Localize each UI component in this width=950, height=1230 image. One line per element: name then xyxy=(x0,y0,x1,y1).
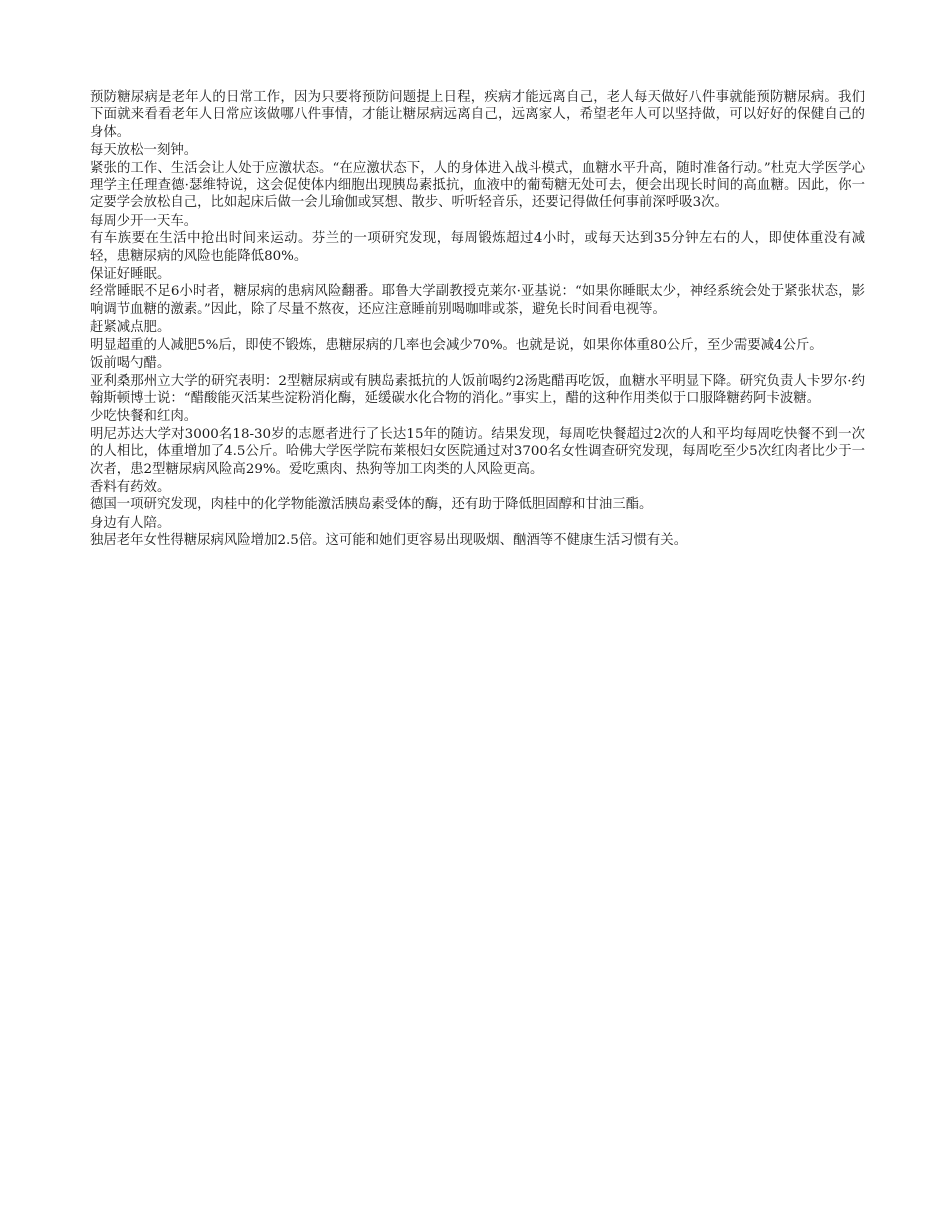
article-body xyxy=(90,89,865,550)
section-title-spices: 香料有药效。 xyxy=(90,479,171,495)
section-body-sleep: 经常睡眠不足6小时者，糖尿病的患病风险翻番。耶鲁大学副教授克莱尔·亚基说：“如果你睡眠太少，神经系统会处于紧张状态，影响调节血糖的激素。”因此，除了尽量不熬夜，还应注意睡前别喝咖啡或茶，避免长时间看电视等。 xyxy=(90,284,865,317)
section-title-lose-weight: 赶紧减点肥。 xyxy=(90,320,171,336)
section-body-drive-less: 有车族要在生活中抢出时间来运动。芬兰的一项研究发现，每周锻炼超过4小时，或每天达到35分钟左右的人，即使体重没有减轻，患糖尿病的风险也能降低80%。 xyxy=(90,231,865,264)
section-title-fast-food: 少吃快餐和红肉。 xyxy=(90,409,198,425)
section-body-vinegar: 亚利桑那州立大学的研究表明：2型糖尿病或有胰岛素抵抗的人饭前喝约2汤匙醋再吃饭，血糖水平明显下降。研究负责人卡罗尔·约翰斯顿博士说：“醋酸能灭活某些淀粉消化酶，延缓碳水化合物的消化。”事实上，醋的这种作用类似于口服降糖药阿卡波糖。 xyxy=(90,373,865,406)
section-body-company: 独居老年女性得糖尿病风险增加2.5倍。这可能和她们更容易出现吸烟、酗酒等不健康生活习惯有关。 xyxy=(90,533,688,549)
section-body-spices: 德国一项研究发现，肉桂中的化学物能激活胰岛素受体的酶，还有助于降低胆固醇和甘油三酯。 xyxy=(90,497,653,513)
intro-paragraph: 预防糖尿病是老年人的日常工作，因为只要将预防问题提上日程，疾病才能远离自己，老人每天做好八件事就能预防糖尿病。我们下面就来看看老年人日常应该做哪八件事情，才能让糖尿病远离自己，远离家人，希望老年人可以坚持做，可以好好的保健自己的身体。 xyxy=(90,90,865,140)
section-body-relax: 紧张的工作、生活会让人处于应激状态。“在应激状态下，人的身体进入战斗模式，血糖水平升高，随时准备行动。”杜克大学医学心理学主任理查德·瑟维特说，这会促使体内细胞出现胰岛素抵抗，血液中的葡萄糖无处可去，便会出现长时间的高血糖。因此，你一定要学会放松自己，比如起床后做一会儿瑜伽或冥想、散步、听听轻音乐，还要记得做任何事前深呼吸3次。 xyxy=(90,160,865,211)
section-title-sleep: 保证好睡眠。 xyxy=(90,267,171,283)
section-title-vinegar: 饭前喝勺醋。 xyxy=(90,356,171,372)
section-body-fast-food: 明尼苏达大学对3000名18-30岁的志愿者进行了长达15年的随访。结果发现，每周吃快餐超过2次的人和平均每周吃快餐不到一次的人相比，体重增加了4.5公斤。哈佛大学医学院布莱根妇女医院通过对3700名女性调查研究发现，每周吃至少5次红肉者比少于一次者，患2型糖尿病风险高29%。爱吃熏肉、热狗等加工肉类的人风险更高。 xyxy=(90,426,865,477)
section-title-drive-less: 每周少开一天车。 xyxy=(90,213,198,229)
section-body-lose-weight: 明显超重的人减肥5%后，即使不锻炼，患糖尿病的几率也会减少70%。也就是说，如果你体重80公斤，至少需要减4公斤。 xyxy=(90,337,823,353)
section-title-relax: 每天放松一刻钟。 xyxy=(90,143,198,159)
section-title-company: 身边有人陪。 xyxy=(90,515,171,531)
